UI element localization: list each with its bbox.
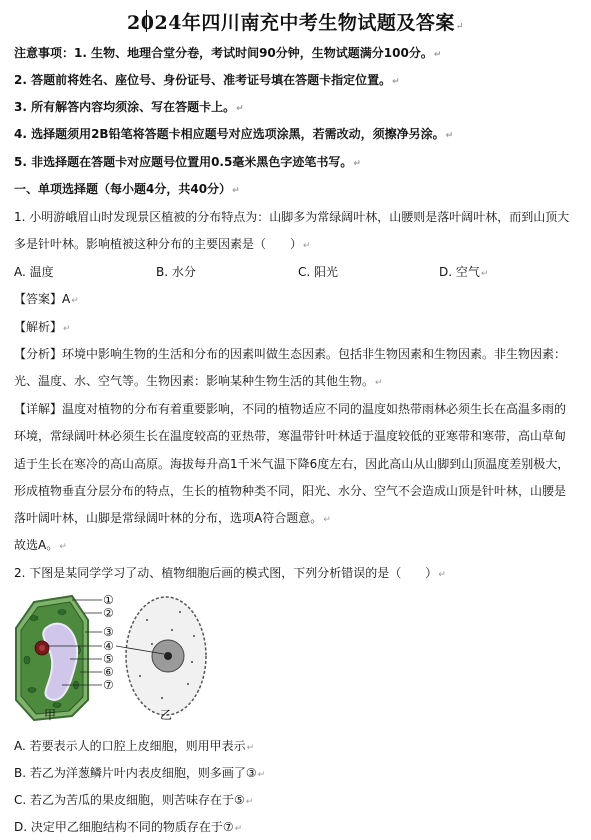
label-1: ① <box>103 593 114 607</box>
label-6: ⑥ <box>103 665 114 679</box>
label-4: ④ <box>103 639 114 653</box>
q1-fenxi-line-2: 光、温度、水、空气等。生物因素：影响某种生物生活的其他生物。↵ <box>14 374 383 388</box>
q1-detail-line-5: 落叶阔叶林，山脚是常绿阔叶林的分布，选项A符合题意。↵ <box>14 511 331 525</box>
section-heading: 一、单项选择题（每小题4分，共40分）↵ <box>14 182 240 196</box>
q1-detail-line-2: 环境，常绿阔叶林必须生长在温度较高的亚热带，寒温带针叶林适于温度较低的亚寒带和寒带，高山草甸 <box>14 429 567 443</box>
paragraph-mark: ↵ <box>455 22 464 32</box>
q1-detail-line-1: 【详解】温度对植物的分布有着重要影响，不同的植物适应不同的温度如热带雨林必须生长在高温多雨的 <box>14 402 567 416</box>
notice-line-3: 3. 所有解答内容均须涂、写在答题卡上。↵ <box>14 100 244 114</box>
q2-stem: 2. 下图是某同学学习了动、植物细胞后画的模式图，下列分析错误的是（ ）↵ <box>14 566 446 580</box>
label-5: ⑤ <box>103 652 114 666</box>
notice-line-1: 注意事项：1. 生物、地理合堂分卷，考试时间90分钟，生物试题满分100分。↵ <box>14 46 442 60</box>
notice-line-5: 5. 非选择题在答题卡对应题号位置用0.5毫米黑色字迹笔书写。↵ <box>14 155 361 169</box>
q2-option-c: C. 若乙为苦瓜的果皮细胞，则苦味存在于⑤↵ <box>14 793 254 807</box>
q2-option-b: B. 若乙为洋葱鳞片叶内表皮细胞，则多画了③↵ <box>14 766 266 780</box>
title-text: 2024年四川南充中考生物试题及答案 <box>127 12 455 34</box>
q1-option-b: B. 水分 <box>156 265 196 279</box>
q1-option-a: A. 温度 <box>14 265 54 279</box>
q2-option-d: D. 决定甲乙细胞结构不同的物质存在于⑦↵ <box>14 820 243 834</box>
q1-analysis-label: 【解析】↵ <box>14 320 71 334</box>
q2-option-a: A. 若要表示人的口腔上皮细胞，则用甲表示↵ <box>14 739 255 753</box>
q1-detail-line-3: 适于生长在寒冷的高山高原。海拔每升高1千米气温下降6度左右，因此高山从山脚到山顶温度差别极大， <box>14 457 570 471</box>
caption-jia: 甲 <box>44 708 57 722</box>
cell-diagram <box>12 590 212 726</box>
label-2: ② <box>103 606 114 620</box>
q1-stem-line-2: 多是针叶林。影响植被这种分布的主要因素是（ ）↵ <box>14 237 311 251</box>
notice-line-4: 4. 选择题须用2B铅笔将答题卡相应题号对应选项涂黑，若需改动，须擦净另涂。↵ <box>14 127 454 141</box>
label-3: ③ <box>103 625 114 639</box>
document-title <box>0 8 591 35</box>
label-7: ⑦ <box>103 678 114 692</box>
q1-stem-line-1: 1. 小明游峨眉山时发现景区植被的分布特点为：山脚多为常绿阔叶林，山腰则是落叶阔叶林，而到山顶大 <box>14 210 570 224</box>
q1-detail-line-4: 形成植物垂直分层分布的特点，生长的植物种类不同，阳光、水分、空气不会造成山顶是针叶林，山腰是 <box>14 484 567 498</box>
q1-option-d: D. 空气↵ <box>439 265 489 279</box>
notice-line-2: 2. 答题前将姓名、座位号、身份证号、准考证号填在答题卡指定位置。↵ <box>14 73 400 87</box>
q1-conclusion: 故选A。↵ <box>14 538 67 552</box>
caption-yi: 乙 <box>160 708 173 722</box>
q1-answer: 【答案】A↵ <box>14 292 79 306</box>
q1-option-c: C. 阳光 <box>298 265 339 279</box>
q1-fenxi-line-1: 【分析】环境中影响生物的生活和分布的因素叫做生态因素。包括非生物因素和生物因素。非生物因素： <box>14 347 567 361</box>
